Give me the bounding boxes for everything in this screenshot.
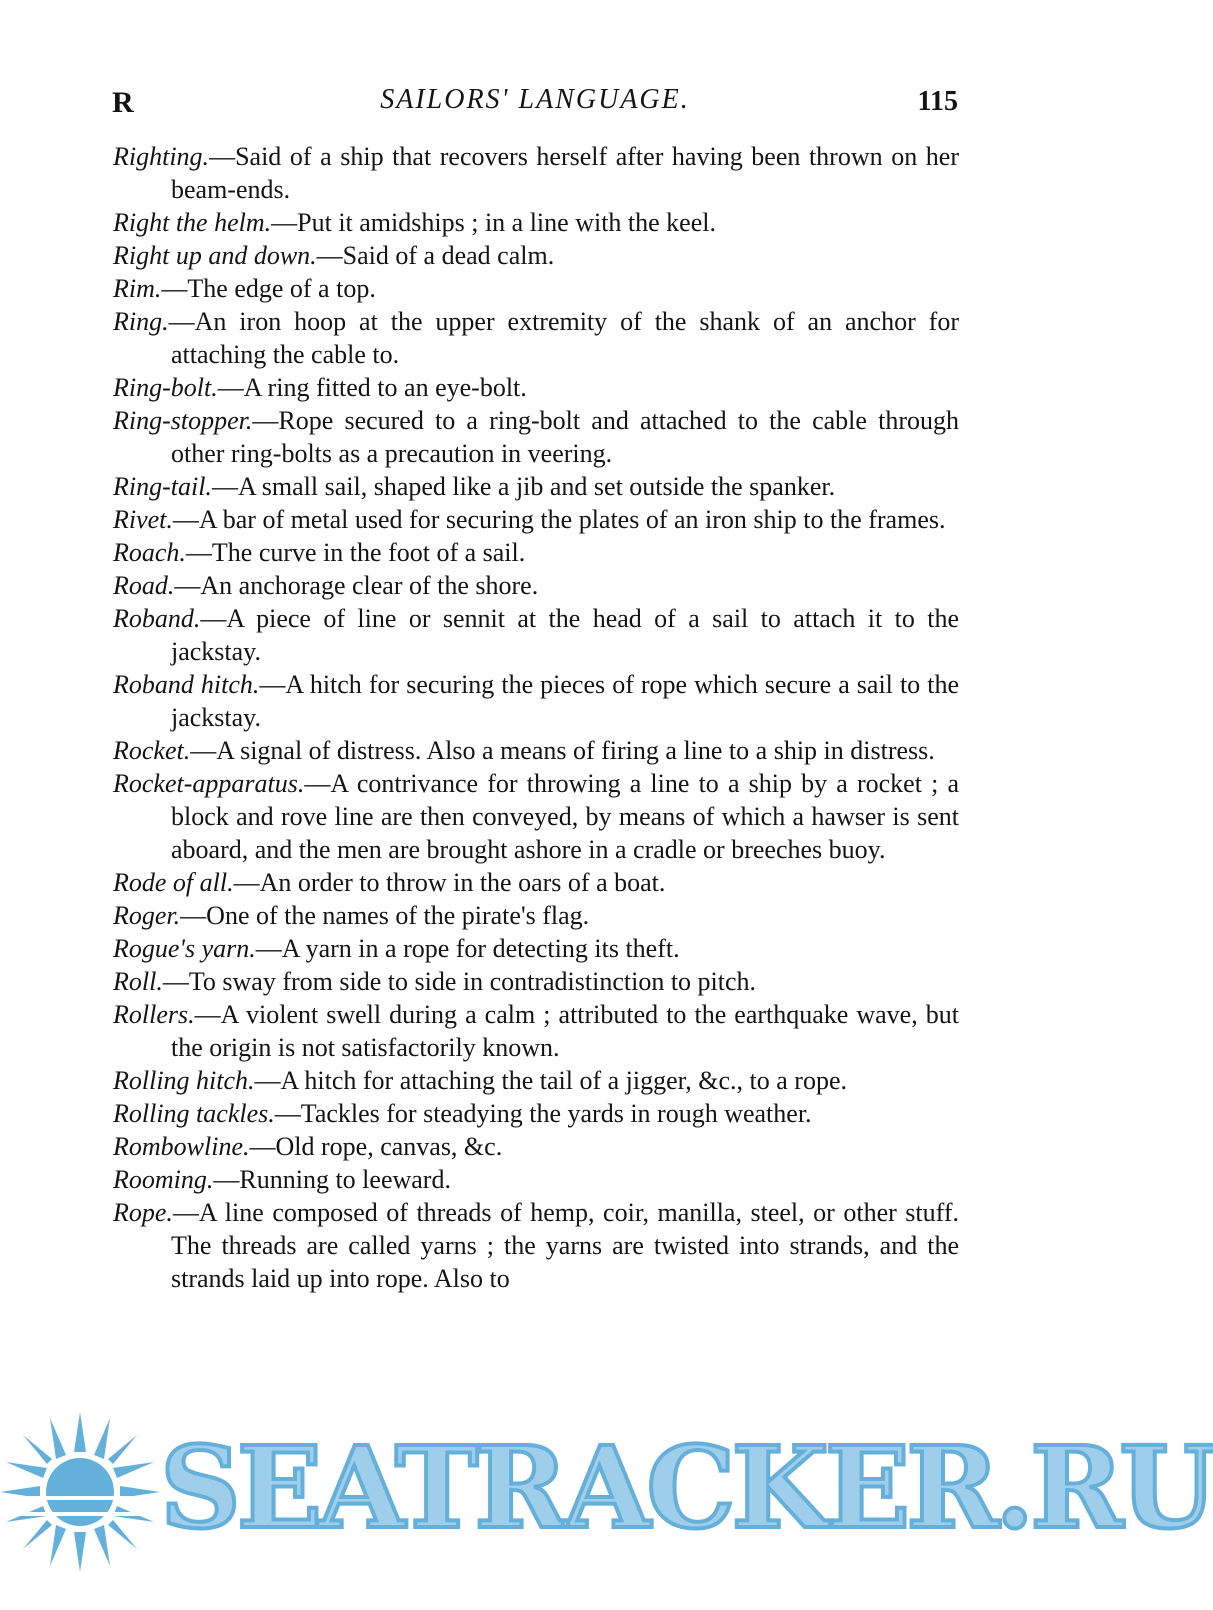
entry-term: Rolling tackles. [113,1099,275,1128]
entry-term: Rocket. [113,736,191,765]
entry-definition: —An anchorage clear of the shore. [174,571,539,600]
entry-term: Roband hitch. [113,670,260,699]
glossary-entry [113,1064,959,1097]
entry-definition: —One of the names of the pirate's flag. [180,901,590,930]
entry-term: Right up and down. [113,241,317,270]
entry-term: Righting. [113,142,210,171]
entry-definition: —An order to throw in the oars of a boat. [233,868,666,897]
entry-definition: —A line composed of threads of hemp, coir, manilla, steel, or other stuff. The threads are called yarns ; the yarns are twisted into strands, and the strands laid up into rope. Also to [171,1198,959,1293]
glossary-entry [113,1163,959,1196]
entry-definition: —A small sail, shaped like a jib and set outside the spanker. [211,472,836,501]
watermark [0,1412,1213,1582]
section-letter: R [112,86,134,119]
entry-term: Rollers. [113,1000,195,1029]
entry-term: Road. [113,571,175,600]
entry-definition: —A yarn in a rope for detecting its theft. [255,934,680,963]
running-title: SAILORS' LANGUAGE. [380,84,690,115]
page-number: 115 [917,86,958,117]
entry-term: Roach. [113,538,186,567]
entry-term: Rogue's yarn. [113,934,256,963]
glossary-entry [113,965,959,998]
entry-term: Ring. [113,307,169,336]
glossary-entry [113,899,959,932]
entry-term: Rope. [113,1198,173,1227]
watermark-text: SEATRACKER.RU [160,1423,1213,1554]
entry-definition: —Old rope, canvas, &c. [249,1132,503,1161]
entry-term: Ring-stopper. [113,406,253,435]
glossary-entry [113,404,959,470]
glossary-entry [113,305,959,371]
entry-definition: —Rope secured to a ring-bolt and attached to the cable through other ring-bolts as a precaution in veering. [171,406,959,468]
glossary-entry [113,602,959,668]
entry-definition: —Tackles for steadying the yards in rough weather. [274,1099,812,1128]
entry-definition: —A piece of line or sennit at the head of a sail to attach it to the jackstay. [171,604,959,666]
entry-definition: —Running to leeward. [213,1165,451,1194]
entry-definition: —A hitch for securing the pieces of rope which secure a sail to the jackstay. [171,670,959,732]
entry-term: Rode of all. [113,868,234,897]
entry-definition: —A hitch for attaching the tail of a jigger, &c., to a rope. [254,1066,847,1095]
glossary-entry [113,206,959,239]
glossary-entry [113,668,959,734]
entry-definition: —Said of a dead calm. [316,241,555,270]
entry-term: Roband. [113,604,201,633]
glossary-entry [113,503,959,536]
entry-term: Rooming. [113,1165,214,1194]
entry-definition: —A ring fitted to an eye-bolt. [217,373,527,402]
entry-definition: —A bar of metal used for securing the plates of an iron ship to the frames. [172,505,946,534]
glossary-entry [113,140,959,206]
glossary-entry [113,272,959,305]
entry-definition: —A contrivance for throwing a line to a ship by a rocket ; a block and rove line are then conveyed, by means of which a hawser is sent aboard, and the men are brought ashore in a cradle or breeches buoy. [171,769,959,864]
entry-definition: —Said of a ship that recovers herself after having been thrown on her beam-ends. [171,142,959,204]
entry-definition: —To sway from side to side in contradistinction to pitch. [162,967,757,996]
entry-term: Ring-tail. [113,472,212,501]
page-header [112,82,958,126]
entry-definition: —Put it amidships ; in a line with the keel. [271,208,716,237]
glossary-entry [113,1097,959,1130]
glossary-entry [113,998,959,1064]
entry-term: Rim. [113,274,162,303]
entry-definition: —An iron hoop at the upper extremity of the shank of an anchor for attaching the cable to. [168,307,959,369]
entry-term: Roger. [113,901,181,930]
glossary-entry [113,371,959,404]
glossary-entry [113,734,959,767]
entry-term: Ring-bolt. [113,373,218,402]
entry-term: Rolling hitch. [113,1066,255,1095]
glossary-entry [113,470,959,503]
glossary-entry [113,1196,959,1295]
sun-icon [0,1412,160,1572]
entry-definition: —A violent swell during a calm ; attributed to the earthquake wave, but the origin is not satisfactorily known. [171,1000,959,1062]
entry-definition: —A signal of distress. Also a means of firing a line to a ship in distress. [190,736,935,765]
glossary-entry [113,932,959,965]
entry-term: Rocket-apparatus. [113,769,305,798]
entry-term: Right the helm. [113,208,272,237]
glossary-entry [113,866,959,899]
glossary-entry [113,569,959,602]
glossary-entry [113,767,959,866]
entry-definition: —The curve in the foot of a sail. [185,538,526,567]
entry-definition: —The edge of a top. [161,274,376,303]
glossary-entries [113,140,959,1295]
entry-term: Roll. [113,967,163,996]
glossary-entry [113,1130,959,1163]
glossary-entry [113,239,959,272]
glossary-entry [113,536,959,569]
entry-term: Rombowline. [113,1132,250,1161]
entry-term: Rivet. [113,505,173,534]
